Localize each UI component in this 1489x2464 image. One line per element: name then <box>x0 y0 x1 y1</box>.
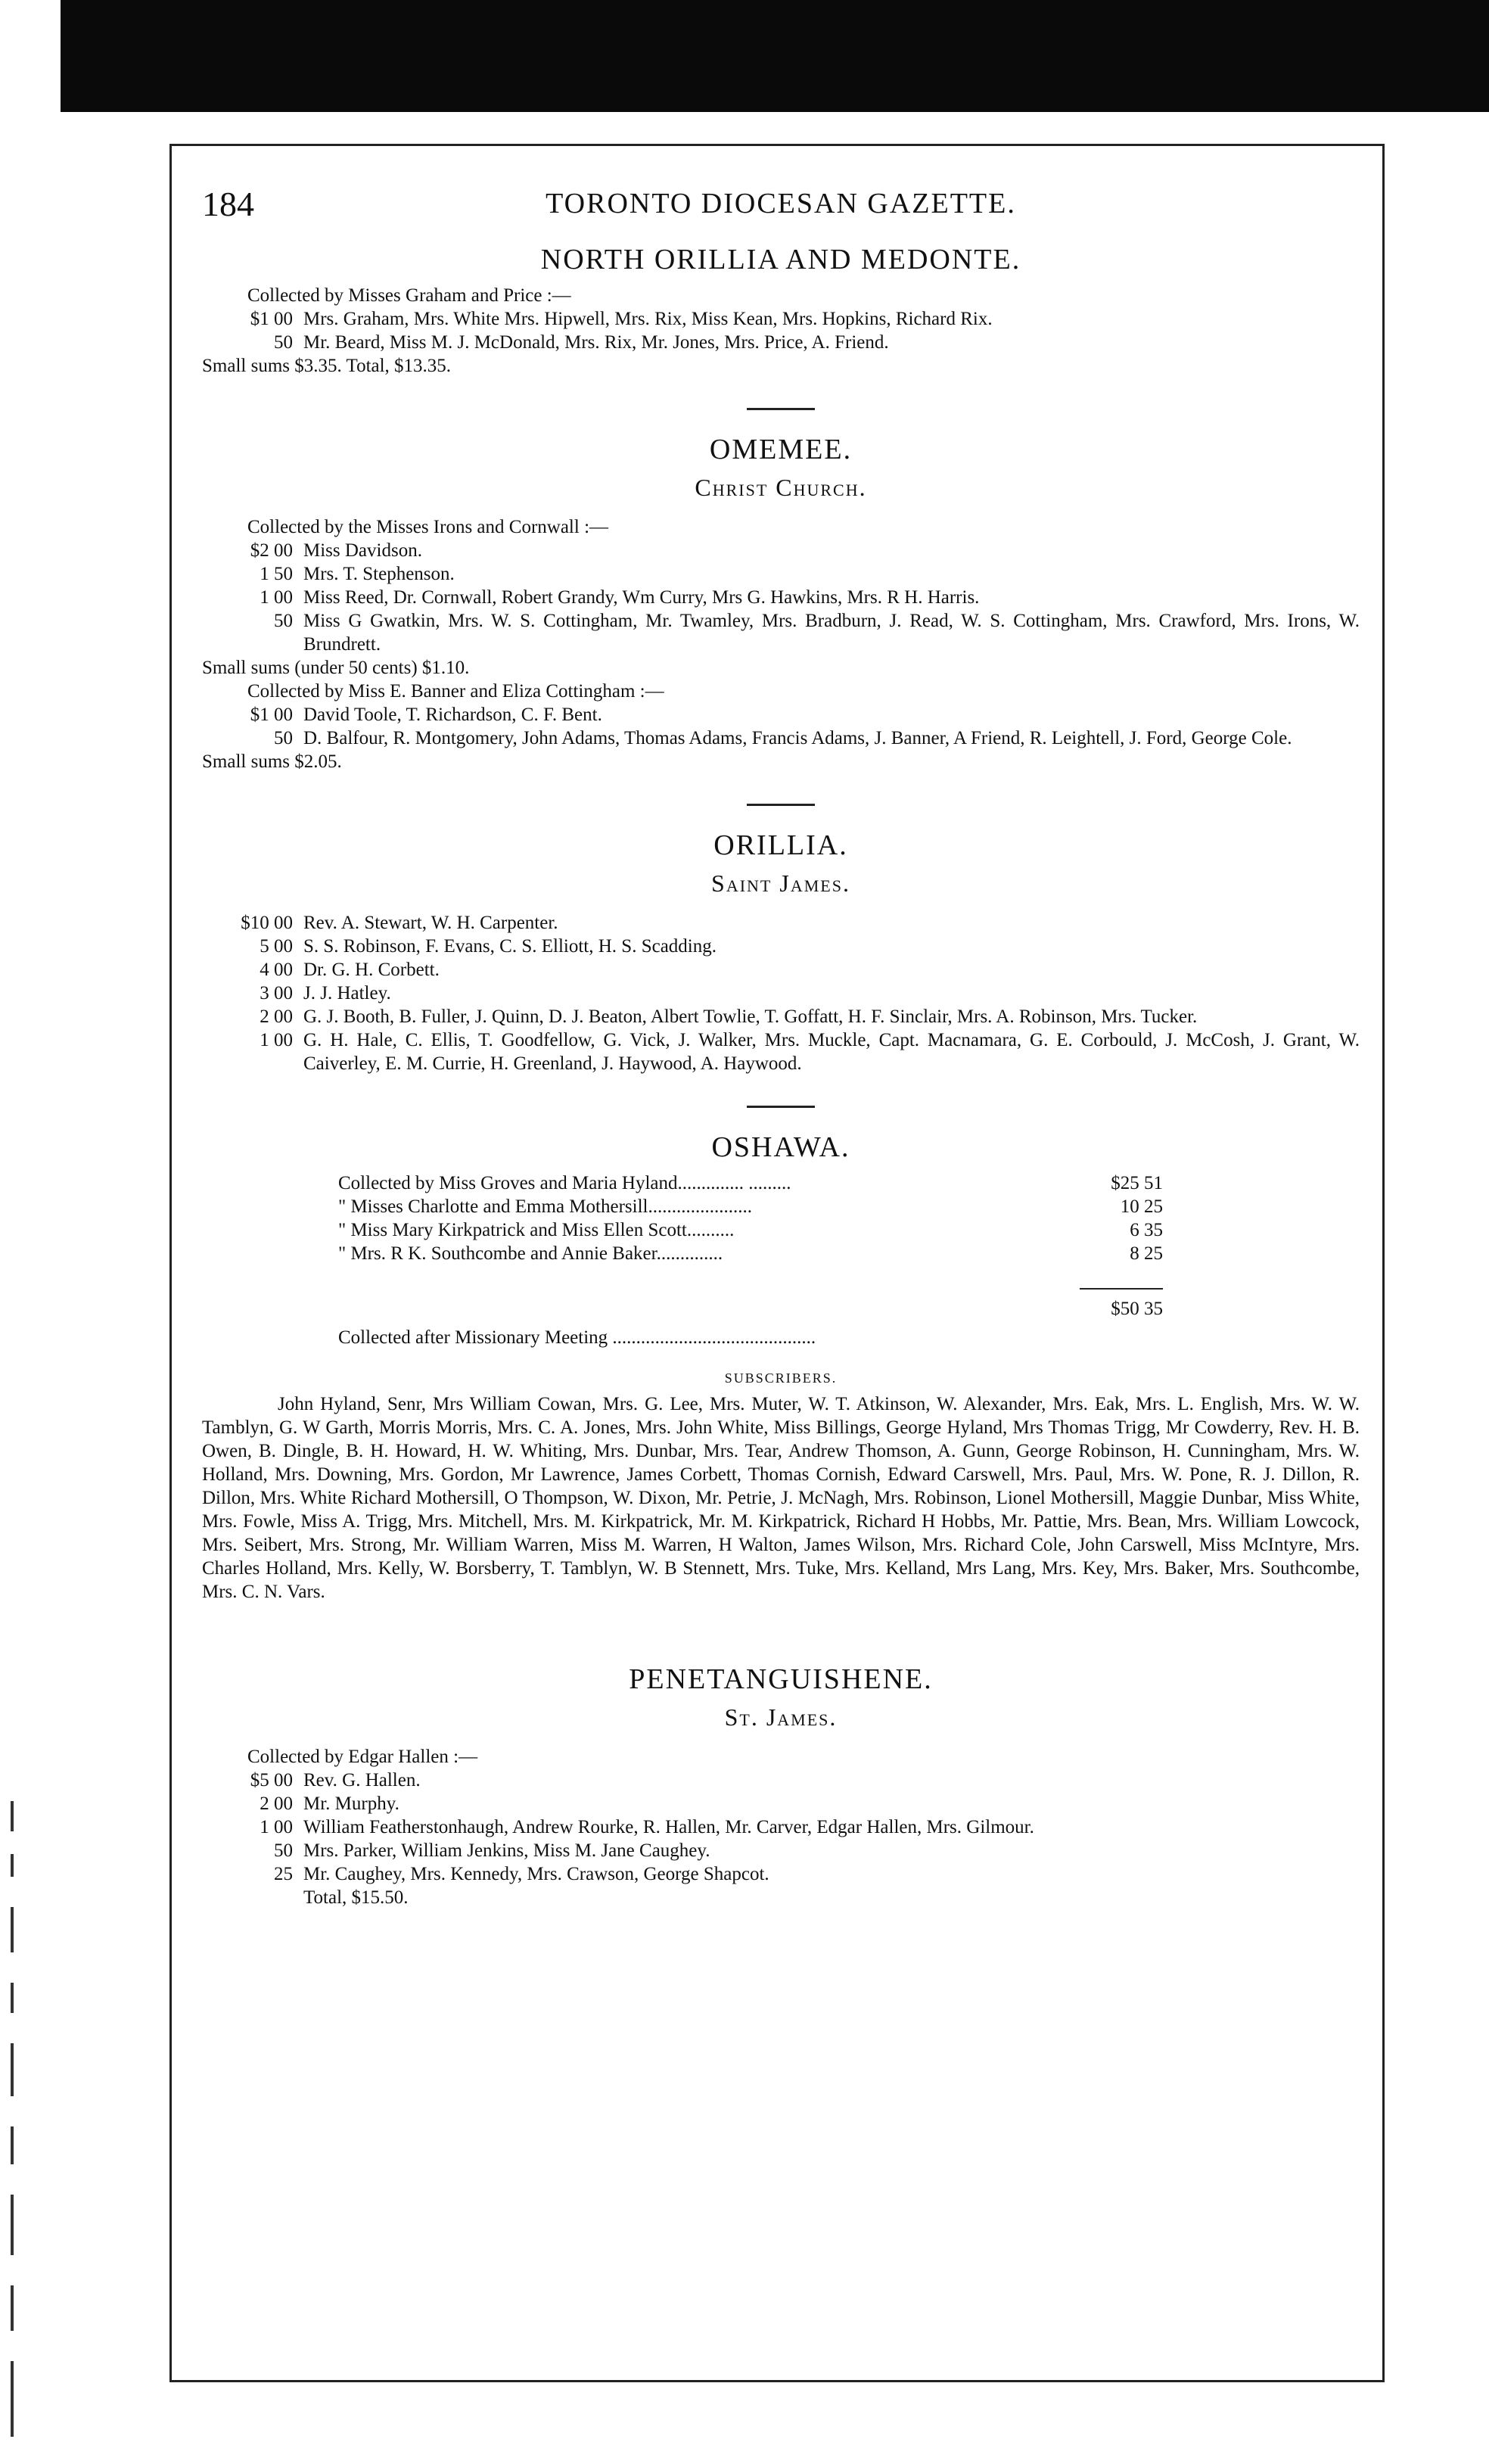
collection-value: 6 35 <box>1130 1220 1163 1240</box>
donation-amount: 1 50 <box>260 564 293 584</box>
section-title: PENETANGUISHENE. <box>629 1663 933 1695</box>
donation-amount: $10 00 <box>241 913 293 933</box>
donation-amount: 1 00 <box>260 587 293 608</box>
subscribers-list: John Hyland, Senr, Mrs William Cowan, Mrs. G. Lee, Mrs. Muter, W. T. Atkinson, W. Alexander, Mrs. Eak, Mrs. L. English, Mrs. W. W. Tamblyn, G. W Garth, Morris Morris, Mrs. C. A. Jones, Mrs. John White, Miss Billings, George Hyland, Mrs Thomas Trigg, Mr Cowderry, Rev. H. B. Owen, B. Dingle, B. H. Howard, H. W. Whiting, Mrs. Dunbar, Mrs. Tear, Andrew Thomson, A. Gunn, George Robinson, H. Cunningham, Mrs. W. Holland, Mrs. Downing, Mrs. Gordon, Mr Lawrence, James Corbett, Thomas Cornish, Edward Carswell, Mrs. Paul, Mrs. W. Pone, R. J. Dillon, R. Dillon, Mrs. White Richard Mothersill, O Thompson, W. Dixon, Mr. Petrie, J. McNagh, Mrs. Robinson, Lionel Mothersill, Maggie Dunbar, Miss White, Mrs. Fowle, Miss A. Trigg, Mrs. Mitchell, Mrs. M. Kirkpatrick, Mr. M. Kirkpatrick, Richard H Hobbs, Mr. Pattie, Mrs. Bean, Mrs. William Lowcock, Mrs. Seibert, Mrs. Strong, Mr. William Warren, Miss M. Warren, H Walton, James Wilson, Mrs. Richard Cole, John Carswell, Miss McIntyre, Mrs. Charles Holland, Mrs. Kelly, W. Borsberry, T. Tamblyn, W. B Stennett, Mrs. Tuke, Mrs. Kelland, Mrs Lang, Mrs. Key, Mrs. Baker, Mrs. Southcombe, Mrs. C. N. Vars. <box>202 1394 1360 1602</box>
collection-row <box>202 1242 1163 1265</box>
collection-desc: " Mrs. R K. Southcombe and Annie Baker.............. <box>338 1243 723 1264</box>
donation-entry <box>202 911 1360 935</box>
collection-value: $25 51 <box>1111 1173 1163 1193</box>
donation-amount: 50 <box>274 611 293 631</box>
donor-names: Mrs. Parker, William Jenkins, Miss M. Jane Caughey. <box>303 1840 710 1861</box>
donor-names: David Toole, T. Richardson, C. F. Bent. <box>303 705 602 725</box>
donation-amount: 1 00 <box>260 1817 293 1837</box>
donor-names: Mr. Murphy. <box>303 1794 399 1814</box>
collection-total: $50 35 <box>1080 1288 1163 1320</box>
section-subtitle: St. James. <box>724 1703 838 1731</box>
donation-entry <box>202 586 1360 609</box>
section-title: OSHAWA. <box>711 1131 850 1163</box>
donation-amount: $1 00 <box>250 705 293 725</box>
section-divider <box>747 408 815 410</box>
donation-entry <box>202 1792 1360 1815</box>
donor-names: William Featherstonhaugh, Andrew Rourke, R. Hallen, Mr. Carver, Edgar Hallen, Mrs. Gilmour. <box>303 1817 1034 1837</box>
donation-amount: 2 00 <box>260 1794 293 1814</box>
donation-amount: 50 <box>274 728 293 748</box>
section-divider <box>747 804 815 806</box>
donor-names: S. S. Robinson, F. Evans, C. S. Elliott, H. S. Scadding. <box>303 936 717 957</box>
donor-names: Miss G Gwatkin, Mrs. W. S. Cottingham, Mr. Twamley, Mrs. Bradburn, J. Read, W. S. Cottingham, Mrs. Crawford, Mrs. Irons, W. Brundrett. <box>303 611 1360 655</box>
collection-row <box>202 1218 1163 1242</box>
section-title: OMEMEE. <box>709 434 853 465</box>
collection-desc: " Miss Mary Kirkpatrick and Miss Ellen Scott.......... <box>338 1220 735 1240</box>
donation-amount: 3 00 <box>260 983 293 1003</box>
donation-entry <box>202 539 1360 562</box>
donation-entry <box>202 1769 1360 1792</box>
section-north-orillia <box>202 243 1360 378</box>
section-divider <box>747 1106 815 1108</box>
donation-entry <box>202 726 1360 750</box>
donation-entry <box>202 1862 1360 1886</box>
collected-by: Collected by the Misses Irons and Cornwall :— <box>247 517 609 537</box>
journal-title: TORONTO DIOCESAN GAZETTE. <box>546 188 1016 219</box>
section-omemee <box>202 433 1360 773</box>
donation-entry <box>202 935 1360 958</box>
donation-entry <box>202 703 1360 726</box>
small-sums: Small sums (under 50 cents) $1.10. <box>202 658 470 678</box>
donation-entry <box>202 982 1360 1005</box>
small-sums: Small sums $3.35. Total, $13.35. <box>202 356 452 376</box>
collection-value: 8 25 <box>1130 1243 1163 1264</box>
scan-edge-marks <box>0 1801 38 2464</box>
collection-desc: Collected by Miss Groves and Maria Hyland.............. ......... <box>338 1173 791 1193</box>
section-subtitle: Saint James. <box>711 870 850 897</box>
collection-row <box>202 1171 1163 1195</box>
donation-entry <box>202 1815 1360 1839</box>
donation-amount: 4 00 <box>260 960 293 980</box>
running-head <box>202 184 1360 229</box>
collection-value: 10 25 <box>1120 1196 1163 1217</box>
subscribers-heading: SUBSCRIBERS. <box>724 1370 838 1386</box>
donation-entry <box>202 1028 1360 1075</box>
donor-names: Rev. A. Stewart, W. H. Carpenter. <box>303 913 558 933</box>
donor-names: G. H. Hale, C. Ellis, T. Goodfellow, G. Vick, J. Walker, Mrs. Muckle, Capt. Macnamara, G. E. Corbould, J. McCosh, J. Grant, W. Caiverley, E. M. Currie, H. Greenland, J. Haywood, A. Haywood. <box>303 1030 1360 1074</box>
donation-amount: $5 00 <box>250 1770 293 1790</box>
donation-amount: 50 <box>274 1840 293 1861</box>
after-meeting-desc: Collected after Missionary Meeting ........................................... <box>338 1327 816 1348</box>
page-number: 184 <box>202 185 254 223</box>
collection-desc: " Misses Charlotte and Emma Mothersill...................... <box>338 1196 752 1217</box>
donor-names: J. J. Hatley. <box>303 983 391 1003</box>
donor-names: D. Balfour, R. Montgomery, John Adams, Thomas Adams, Francis Adams, J. Banner, A Friend, R. Leightell, J. Ford, George Cole. <box>303 728 1292 748</box>
donation-entry <box>202 1005 1360 1028</box>
collection-row <box>202 1195 1163 1218</box>
collected-by: Collected by Edgar Hallen :— <box>247 1747 478 1767</box>
donor-names: Rev. G. Hallen. <box>303 1770 421 1790</box>
section-title: NORTH ORILLIA AND MEDONTE. <box>540 244 1021 275</box>
scan-top-border <box>61 0 1489 112</box>
page-content <box>202 184 1360 1909</box>
page-frame <box>169 144 1385 2382</box>
collected-by: Collected by Misses Graham and Price :— <box>247 285 571 306</box>
donation-amount: 1 00 <box>260 1030 293 1050</box>
section-orillia <box>202 829 1360 1075</box>
collected-by: Collected by Miss E. Banner and Eliza Cottingham :— <box>247 681 664 702</box>
donor-names: Mr. Caughey, Mrs. Kennedy, Mrs. Crawson, George Shapcot. <box>303 1864 769 1884</box>
donor-names: Mr. Beard, Miss M. J. McDonald, Mrs. Rix, Mr. Jones, Mrs. Price, A. Friend. <box>303 332 889 353</box>
donation-amount: 25 <box>274 1864 293 1884</box>
donation-amount: 5 00 <box>260 936 293 957</box>
donation-amount: $2 00 <box>250 540 293 561</box>
donation-entry <box>202 307 1360 331</box>
donor-names: Mrs. Graham, Mrs. White Mrs. Hipwell, Mrs. Rix, Miss Kean, Mrs. Hopkins, Richard Rix. <box>303 309 993 329</box>
section-penetanguishene <box>202 1663 1360 1909</box>
donor-names: Mrs. T. Stephenson. <box>303 564 455 584</box>
donor-names: Miss Reed, Dr. Cornwall, Robert Grandy, Wm Curry, Mrs G. Hawkins, Mrs. R H. Harris. <box>303 587 980 608</box>
donation-entry <box>202 331 1360 354</box>
donation-amount: 50 <box>274 332 293 353</box>
donation-entry <box>202 1839 1360 1862</box>
donation-entry <box>202 562 1360 586</box>
donor-names: Miss Davidson. <box>303 540 422 561</box>
section-total: Total, $15.50. <box>303 1887 409 1908</box>
after-meeting-row <box>202 1326 1163 1349</box>
donation-entry <box>202 958 1360 982</box>
small-sums: Small sums $2.05. <box>202 751 342 772</box>
donation-amount: 2 00 <box>260 1006 293 1027</box>
donation-entry <box>202 609 1360 656</box>
section-title: ORILLIA. <box>713 829 848 861</box>
donation-amount: $1 00 <box>250 309 293 329</box>
section-subtitle: Christ Church. <box>695 474 867 501</box>
donor-names: G. J. Booth, B. Fuller, J. Quinn, D. J. Beaton, Albert Towlie, T. Goffatt, H. F. Sinclair, Mrs. A. Robinson, Mrs. Tucker. <box>303 1006 1198 1027</box>
section-oshawa <box>202 1131 1360 1604</box>
donor-names: Dr. G. H. Corbett. <box>303 960 440 980</box>
